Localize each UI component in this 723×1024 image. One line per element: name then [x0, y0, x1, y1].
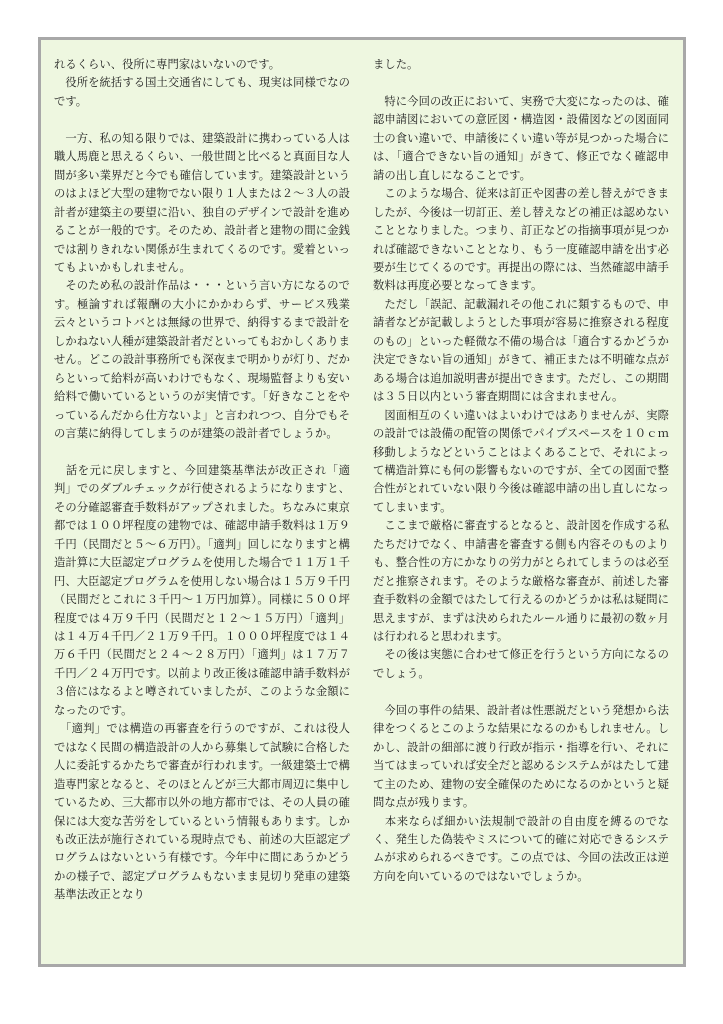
paragraph-spacer [373, 74, 669, 92]
paragraph: 「適判」では構造の再審査を行うのですが、これは役人ではなく民間の構造設計の人から募集して試験に合格した人に委託するかたちで審査が行われます。一級建築士で構造専門家となると、そのほとんどが三大都市周辺に集中しているため、三大都市以外の地方都市では、その人員の確保には大変な苦労をしているという情報もあります。しかも改正法が施行されている現時点でも、前述の大臣認定プログラムはないという有様です。今年中に間にあうかどうかの様子で、認定プログラムもないまま見切り発車の建築基準法改正となり [54, 722, 350, 902]
paragraph: 今回の事件の結果、設計者は性悪説だという発想から法律をつくるとこのような結果になるのかもしれません。しかし、設計の細部に渡り行政が指示・指導を行い、それに当てはまっていれば安全だと認めるシステムがはたして建て主のため、建物の安全確保のためになるのかというと疑問な点が残ります。 [373, 703, 669, 810]
paragraph: ここまで厳格に審査するとなると、設計図を作成する私たちだけでなく、申請書を審査する側も内容そのものよりも、整合性の方にかなりの労力がとられてしまうのは必至だと推察されます。そのような厳格な審査が、前述した審査手数料の金額ではたして行えるのかどうかは私は疑問に思えますが、まずは決められたルール通りに最初の数ヶ月は行われると思われます。 [373, 519, 669, 644]
paragraph-spacer [54, 111, 350, 129]
paragraph: 役所を統括する国土交通省にしても、現実は同様でなのです。 [54, 76, 350, 108]
paragraph: その後は実態に合わせて修正を行うという方向になるのでしょう。 [373, 648, 669, 680]
paragraph: 本来ならば細かい法規制で設計の自由度を縛るのでなく、発生した偽装やミスについて的確に対応できるシステムが求められるべきです。この点では、今回の法改正は逆方向を向いているのではないでしょうか。 [373, 814, 669, 883]
paragraph: 特に今回の改正において、実務で大変になったのは、確認申請図においての意匠図・構造図・設備図などの図面同士の食い違いで、申請後にくい違い等が見つかった場合には、「適合できない旨の通知」がきて、修正でなく確認申請の出し直しになることです。 [373, 94, 669, 182]
document-page [38, 37, 686, 967]
left-column [54, 56, 350, 905]
paragraph: ました。 [373, 58, 419, 71]
right-column [373, 56, 669, 886]
paragraph-spacer [373, 683, 669, 701]
paragraph: そのため私の設計作品は・・・という言い方になるのです。極論すれば報酬の大小にかかわらず、サービス残業云々というコトバとは無縁の世界で、納得するまで設計をしかねない人種が建築設計者だといってもおかしくありません。どこの設計事務所でも深夜まで明かりが灯り、だからといって給料が高いわけでもなく、現場監督よりも安い給料で働いているというのが実情です。「好きなことをやっているんだから仕方ないよ」と言われつつ、自分でもその言葉に納得してしまうのが建築の設計者でしょうか。 [54, 279, 350, 441]
paragraph-spacer [54, 444, 350, 462]
paragraph: 図面相互のくい違いはよいわけではありませんが、実際の設計では設備の配管の関係でパイプスペースを１０ｃｍ移動しようなどということはよくあることで、それによって構造計算にも何の影響もないのですが、全ての図面で整合性がとれていない限り今後は確認申請の出し直しになってしまいます。 [373, 408, 669, 514]
paragraph: れるくらい、役所に専門家はいないのです。 [54, 58, 281, 71]
paragraph: このような場合、従来は訂正や図書の差し替えができましたが、今後は一切訂正、差し替えなどの補正は認めないこととなりました。つまり、訂正などの指摘事項が見つかれば確認できないこととなり、もう一度確認申請を出す必要が生じてくるのです。再提出の際には、当然確認申請手数料は再度必要となってきます。 [373, 187, 669, 293]
paragraph: 話を元に戻しますと、今回建築基準法が改正され「適判」でのダブルチェックが行使されるようになりますと、その分確認審査手数料がアップされました。ちなみに東京都では１００坪程度の建物では、確認申請手数料は１万９千円（民間だと５～６万円）。「適判」回しになりますと構造計算に大臣認定プログラムを使用した場合で１１万１千円、大臣認定プログラムを使用しない場合は１５万９千円（民間だとこれに３千円～１万円加算）。同様に５００坪程度では４万９千円（民間だと１２～１５万円）「適判」は１４万４千円／２１万９千円。１０００坪程度では１４万６千円（民間だと２４～２８万円）「適判」は１７万７千円／２４万円です。以前より改正後は確認申請手数料が３倍にはなるよと噂されていましたが、このような金額になったのです。 [54, 463, 350, 717]
paragraph: 一方、私の知る限りでは、建築設計に携わっている人は職人馬鹿と思えるくらい、一般世間と比べると真面目な人間が多い業界だと今でも確信しています。建築設計というのはよほど大型の建物でない限り１人または２～３人の設計者が建築主の要望に沿い、独自のデザインで設計を進めることが一般的です。そのため、設計者と建物の間に金銭では割りきれない関係が生まれてくるのです。愛着といってもよいかもしれません。 [54, 131, 350, 274]
paragraph: ただし「誤記、記載漏れその他これに類するもので、申請者などが記載しようとした事項が容易に推察される程度のもの」といった軽微な不備の場合は「適合するかどうか決定できない旨の通知」がきて、補正または不明確な点がある場合は追加説明書が提出できます。ただし、この期間は３５日以内という審査期間には含まれません。 [373, 297, 669, 404]
